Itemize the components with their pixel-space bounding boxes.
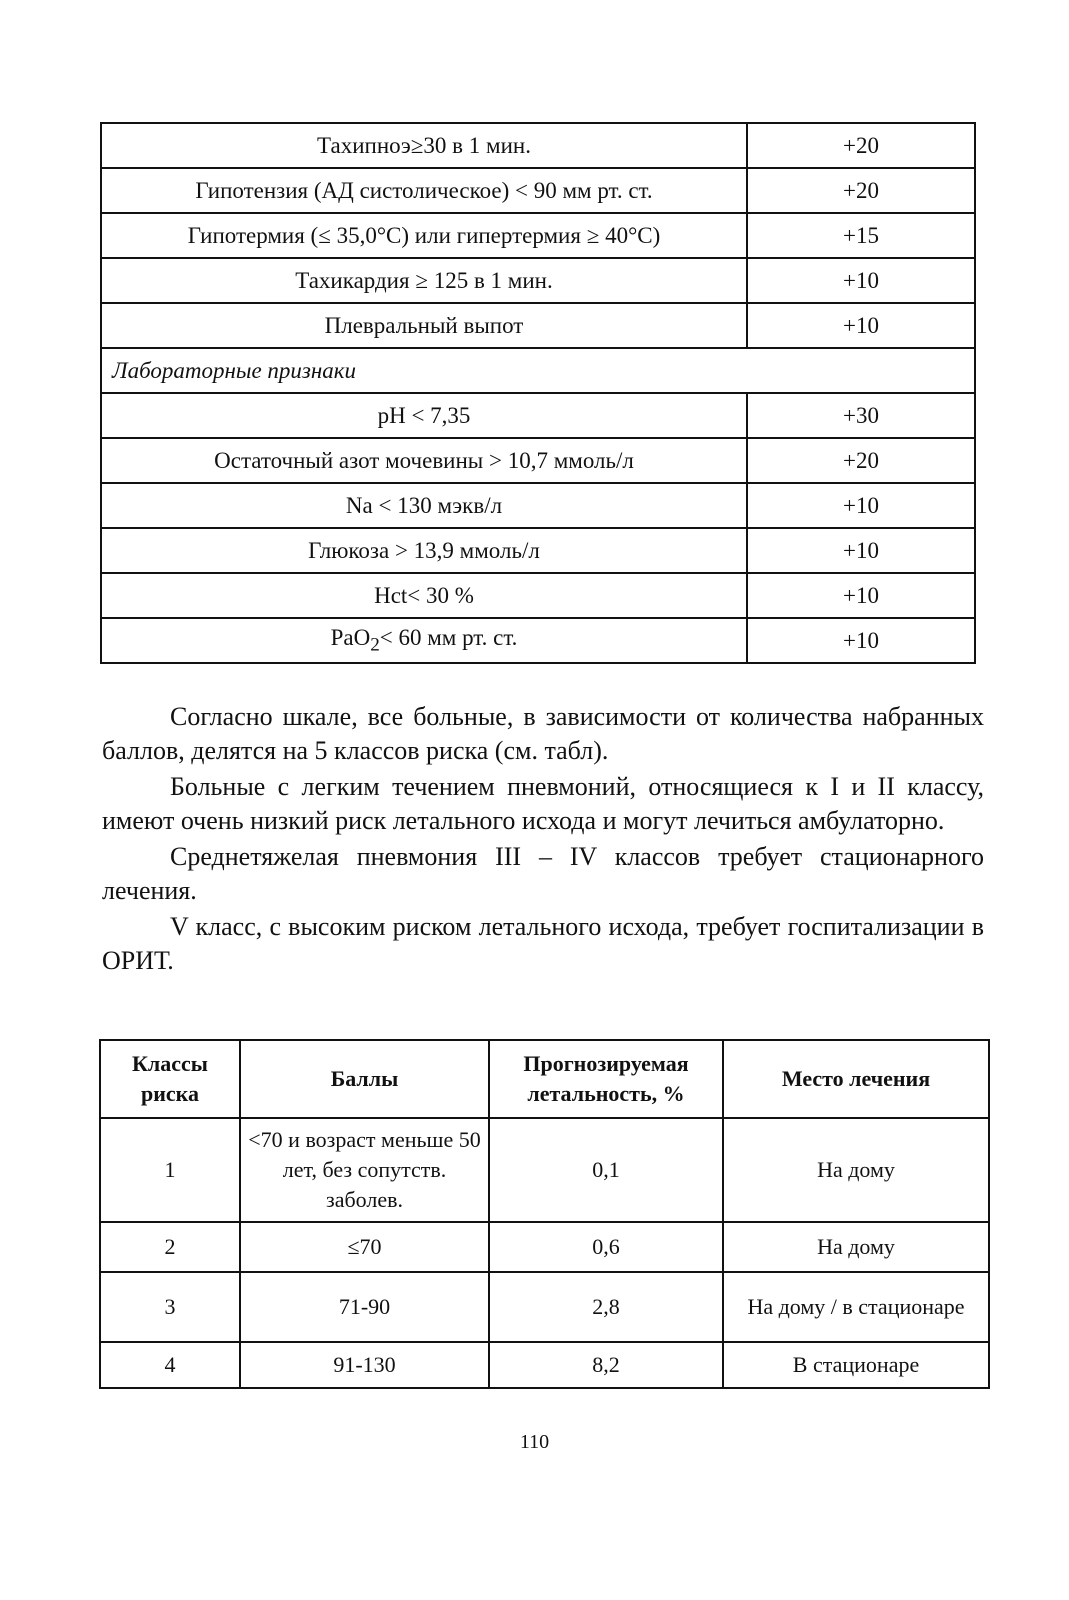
table-row — [101, 303, 975, 348]
paragraph: Согласно шкале, все больные, в зависимости от количества набранных баллов, делятся на 5 классов риска (см. табл). — [102, 702, 984, 765]
table-cell: ≤70 — [240, 1222, 489, 1272]
criterion-label: Na < 130 мэкв/л — [101, 483, 747, 528]
table-row — [101, 123, 975, 168]
criteria-table — [100, 122, 976, 664]
table-cell: На дому — [723, 1222, 989, 1272]
body-text — [102, 700, 984, 978]
criterion-points: +10 — [747, 483, 975, 528]
pao2-subscript: 2 — [370, 634, 380, 656]
table-row — [100, 1222, 989, 1272]
criterion-points: +10 — [747, 573, 975, 618]
table-row — [100, 1272, 989, 1342]
column-header: Прогнозируемая летальность, % — [489, 1040, 723, 1118]
criterion-label: Тахикардия ≥ 125 в 1 мин. — [101, 258, 747, 303]
criterion-points: +10 — [747, 303, 975, 348]
table-row — [101, 528, 975, 573]
column-header: Классы риска — [100, 1040, 240, 1118]
criterion-label: Плевральный выпот — [101, 303, 747, 348]
criterion-points: +10 — [747, 528, 975, 573]
table-cell: 71-90 — [240, 1272, 489, 1342]
criterion-label: Глюкоза > 13,9 ммоль/л — [101, 528, 747, 573]
criterion-label: pH < 7,35 — [101, 393, 747, 438]
table-row — [100, 1342, 989, 1388]
table-cell: 8,2 — [489, 1342, 723, 1388]
section-label: Лабораторные признаки — [101, 348, 975, 393]
criterion-label: Остаточный азот мочевины > 10,7 ммоль/л — [101, 438, 747, 483]
criterion-points: +20 — [747, 438, 975, 483]
page-number: 110 — [519, 1431, 550, 1453]
table-row — [101, 483, 975, 528]
criterion-points: +10 — [747, 258, 975, 303]
table-cell: На дому — [723, 1118, 989, 1222]
column-header: Баллы — [240, 1040, 489, 1118]
table-cell: 3 — [100, 1272, 240, 1342]
table-cell: 2,8 — [489, 1272, 723, 1342]
table-cell: 2 — [100, 1222, 240, 1272]
table-row — [101, 618, 975, 663]
criterion-points: +20 — [747, 123, 975, 168]
criterion-label — [101, 618, 747, 663]
table-header-row — [100, 1040, 989, 1118]
criterion-points: +30 — [747, 393, 975, 438]
criterion-label: Гипотермия (≤ 35,0°С) или гипертермия ≥ 40°С) — [101, 213, 747, 258]
column-header: Место лечения — [723, 1040, 989, 1118]
table-cell: В стационаре — [723, 1342, 989, 1388]
paragraph: Больные с легким течением пневмоний, относящиеся к I и II классу, имеют очень низкий риск летального исхода и могут лечиться амбулаторно. — [102, 772, 984, 835]
table-cell: <70 и возраст меньше 50 лет, без сопутств. заболев. — [240, 1118, 489, 1222]
criterion-points: +10 — [747, 618, 975, 663]
pao2-prefix: PaO — [330, 624, 371, 650]
table-row — [101, 168, 975, 213]
table-row — [100, 1118, 989, 1222]
paragraph: V класс, с высоким риском летального исхода, требует госпитализации в ОРИТ. — [102, 912, 984, 975]
pao2-suffix: < 60 мм рт. ст. — [379, 624, 518, 650]
criterion-label: Гипотензия (АД систолическое) < 90 мм рт. ст. — [101, 168, 747, 213]
table-cell: 91-130 — [240, 1342, 489, 1388]
table-cell: 4 — [100, 1342, 240, 1388]
table-row — [101, 258, 975, 303]
risk-classes-table — [99, 1039, 990, 1389]
section-row — [101, 348, 975, 393]
paragraph: Среднетяжелая пневмония III – IV классов требует стационарного лечения. — [102, 842, 984, 905]
table-row — [101, 438, 975, 483]
table-row — [101, 213, 975, 258]
criterion-label: Hct< 30 % — [101, 573, 747, 618]
criterion-points: +15 — [747, 213, 975, 258]
criterion-label: Тахипноэ≥30 в 1 мин. — [101, 123, 747, 168]
table-row — [101, 573, 975, 618]
table-cell: На дому / в стационаре — [723, 1272, 989, 1342]
table-cell: 0,6 — [489, 1222, 723, 1272]
table-cell: 0,1 — [489, 1118, 723, 1222]
criterion-points: +20 — [747, 168, 975, 213]
table-cell: 1 — [100, 1118, 240, 1222]
table-row — [101, 393, 975, 438]
